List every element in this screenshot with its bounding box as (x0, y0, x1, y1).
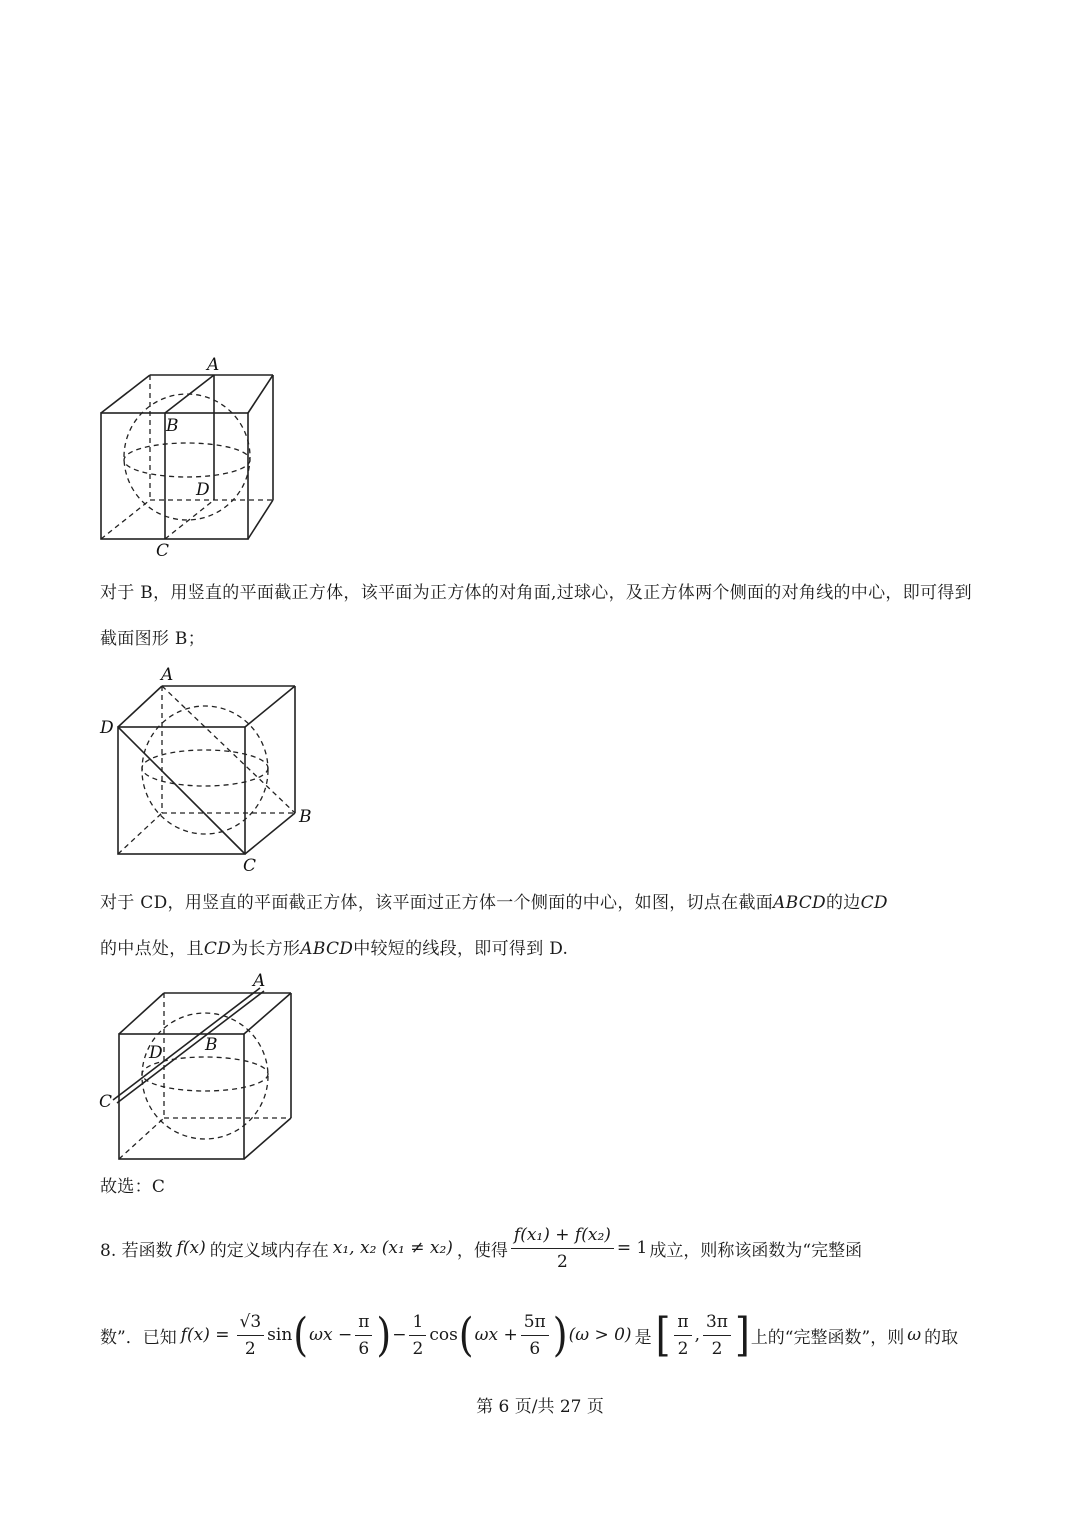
label-b: B (299, 807, 312, 827)
label-c: C (243, 856, 257, 876)
inscribed-sphere (142, 1013, 268, 1139)
sphere-equator (124, 443, 250, 477)
label-c: C (156, 541, 170, 561)
condition-fraction: $\frac{\text{f(x₁) + f(x₂)}}{2}$ (511, 1224, 614, 1273)
cube-edge (101, 375, 150, 413)
cube-edge (244, 993, 291, 1034)
label-b: B (205, 1035, 218, 1055)
answer-line: 故选：C (100, 1177, 166, 1197)
cube-front-face (119, 1034, 244, 1159)
section-line (117, 991, 264, 1103)
label-d: D (149, 1043, 163, 1063)
page-footer: 第 6 页/共 27 页 (476, 1397, 604, 1417)
figure-cube-1 (90, 350, 300, 570)
cube-edge (119, 993, 164, 1034)
label-d: D (196, 480, 210, 500)
figure-cube-2 (95, 660, 325, 880)
paragraph-option-cd: 对于 CD，用竖直的平面截正方体，该平面过正方体一个侧面的中心，如图，切点在截面ABCD的边CD 的中点处，且CD为长方形ABCD中较短的线段，即可得到 D. (100, 893, 888, 959)
section-line (113, 988, 260, 1100)
section-line (165, 500, 214, 539)
hidden-edge (118, 813, 162, 854)
label-d: D (100, 718, 114, 738)
section-diagonal (118, 727, 245, 854)
cube-edge (245, 686, 295, 727)
label-a: A (253, 971, 266, 991)
hidden-edge (119, 1118, 164, 1159)
cube-edge (248, 375, 273, 413)
paragraph-option-b: 对于 B，用竖直的平面截正方体，该平面为正方体的对角面,过球心，及正方体两个侧面的对角线的中心，即可得到截面图形 B； (100, 583, 972, 649)
figure-cube-3 (95, 970, 325, 1170)
label-a: A (161, 665, 174, 685)
question-8-line-1: 8. 若函数 f(x) 的定义域内存在 x₁, x₂ (x₁ ≠ x₂) ，使得 $\frac{\text{f(x₁) + f(x₂)}}{2}$ = 1 成立，则称该函数为“完整函 (100, 1224, 863, 1272)
label-b: B (166, 416, 179, 436)
label-a: A (207, 355, 220, 375)
cube-edge (118, 686, 162, 727)
label-c: C (99, 1092, 113, 1112)
cube-edge (248, 500, 273, 539)
question-8-line-2: 数”．已知 f(x) = $\frac{√3}{2}$ sin ( ωx − $\frac{\pi}{6}$ ) − $\frac{1}{2}$ cos ( ωx + $\frac{5\pi}{6}$ ) (ω > 0) 是 [ $\frac{\pi}{2}$ , $\frac{3\pi}{2}$ ] 上的“完整函数”，则 ω 的取 (100, 1308, 959, 1362)
cube-edge (244, 1118, 291, 1159)
hidden-edge (101, 500, 150, 539)
sphere-equator (142, 750, 268, 786)
section-line (165, 375, 214, 413)
section-diagonal (162, 686, 295, 813)
cube-edge (245, 813, 295, 854)
